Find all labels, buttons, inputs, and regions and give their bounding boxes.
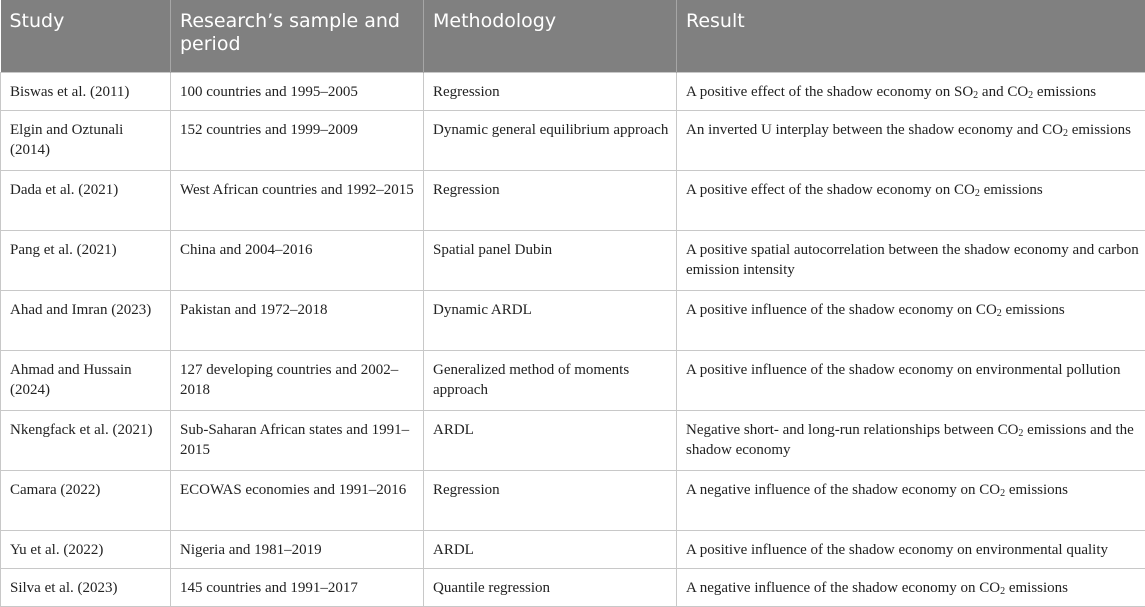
subscript: 2	[1018, 428, 1023, 439]
header-row	[1, 0, 1145, 72]
header-result: Result	[677, 0, 1145, 72]
header-sample-period: Research’s sample and period	[171, 0, 424, 72]
result-text: Negative short- and long-run relationships between CO	[686, 422, 1018, 438]
result-text: emissions	[1005, 482, 1068, 498]
table-body	[1, 72, 1145, 606]
result-text: emissions	[1002, 302, 1065, 318]
result-text: emissions	[980, 182, 1043, 198]
cell-method: Regression	[424, 470, 677, 530]
cell-method: ARDL	[424, 410, 677, 470]
cell-result	[677, 530, 1145, 568]
cell-study: Pang et al. (2021)	[1, 230, 171, 290]
subscript: 2	[997, 308, 1002, 319]
result-text: An inverted U interplay between the shadow economy and CO	[686, 122, 1063, 138]
cell-study: Dada et al. (2021)	[1, 170, 171, 230]
result-text: A negative influence of the shadow economy on CO	[686, 482, 1000, 498]
cell-sample: ECOWAS economies and 1991–2016	[171, 470, 424, 530]
cell-method: Dynamic ARDL	[424, 290, 677, 350]
result-text: A positive spatial autocorrelation between the shadow economy and carbon emission intensity	[686, 242, 1139, 279]
cell-method: Regression	[424, 170, 677, 230]
table-row	[1, 470, 1145, 530]
result-text: A positive influence of the shadow economy on environmental pollution	[686, 362, 1121, 378]
cell-sample: 100 countries and 1995–2005	[171, 72, 424, 110]
result-text: emissions	[1068, 122, 1131, 138]
cell-method: ARDL	[424, 530, 677, 568]
cell-sample: Sub-Saharan African states and 1991–2015	[171, 410, 424, 470]
result-text: and CO	[978, 84, 1028, 100]
result-text: A negative influence of the shadow economy on CO	[686, 580, 1000, 596]
cell-result	[677, 170, 1145, 230]
result-text: A positive influence of the shadow economy on CO	[686, 302, 997, 318]
cell-study: Silva et al. (2023)	[1, 568, 171, 606]
cell-sample: 145 countries and 1991–2017	[171, 568, 424, 606]
cell-study: Elgin and Oztunali (2014)	[1, 110, 171, 170]
table-row	[1, 410, 1145, 470]
subscript: 2	[973, 90, 978, 101]
table-row	[1, 290, 1145, 350]
cell-result	[677, 350, 1145, 410]
cell-result	[677, 410, 1145, 470]
cell-study: Nkengfack et al. (2021)	[1, 410, 171, 470]
result-text: A positive effect of the shadow economy on SO	[686, 84, 973, 100]
cell-sample: Pakistan and 1972–2018	[171, 290, 424, 350]
table-row	[1, 350, 1145, 410]
cell-sample: China and 2004–2016	[171, 230, 424, 290]
cell-method: Quantile regression	[424, 568, 677, 606]
subscript: 2	[1000, 488, 1005, 499]
table-header	[1, 0, 1145, 72]
table-row	[1, 170, 1145, 230]
cell-result	[677, 290, 1145, 350]
result-text: A positive effect of the shadow economy on CO	[686, 182, 975, 198]
cell-result	[677, 568, 1145, 606]
cell-result	[677, 230, 1145, 290]
cell-method: Dynamic general equilibrium approach	[424, 110, 677, 170]
cell-study: Ahad and Imran (2023)	[1, 290, 171, 350]
cell-result	[677, 110, 1145, 170]
cell-study: Camara (2022)	[1, 470, 171, 530]
result-text: emissions and the shadow economy	[686, 422, 1134, 459]
cell-sample: Nigeria and 1981–2019	[171, 530, 424, 568]
result-text: emissions	[1005, 580, 1068, 596]
cell-result	[677, 470, 1145, 530]
result-text: emissions	[1033, 84, 1096, 100]
cell-study: Ahmad and Hussain (2024)	[1, 350, 171, 410]
result-text: A positive influence of the shadow economy on environmental quality	[686, 542, 1108, 558]
cell-sample: West African countries and 1992–2015	[171, 170, 424, 230]
cell-study: Yu et al. (2022)	[1, 530, 171, 568]
subscript: 2	[1063, 128, 1068, 139]
cell-result	[677, 72, 1145, 110]
cell-sample: 127 developing countries and 2002–2018	[171, 350, 424, 410]
header-methodology: Methodology	[424, 0, 677, 72]
cell-sample: 152 countries and 1999–2009	[171, 110, 424, 170]
subscript: 2	[1000, 586, 1005, 597]
cell-method: Generalized method of moments approach	[424, 350, 677, 410]
table-row	[1, 230, 1145, 290]
cell-study: Biswas et al. (2011)	[1, 72, 171, 110]
table-row	[1, 110, 1145, 170]
cell-method: Regression	[424, 72, 677, 110]
table-row	[1, 568, 1145, 606]
subscript: 2	[1028, 90, 1033, 101]
table-row	[1, 72, 1145, 110]
table-row	[1, 530, 1145, 568]
cell-method: Spatial panel Dubin	[424, 230, 677, 290]
header-study: Study	[1, 0, 171, 72]
subscript: 2	[975, 188, 980, 199]
